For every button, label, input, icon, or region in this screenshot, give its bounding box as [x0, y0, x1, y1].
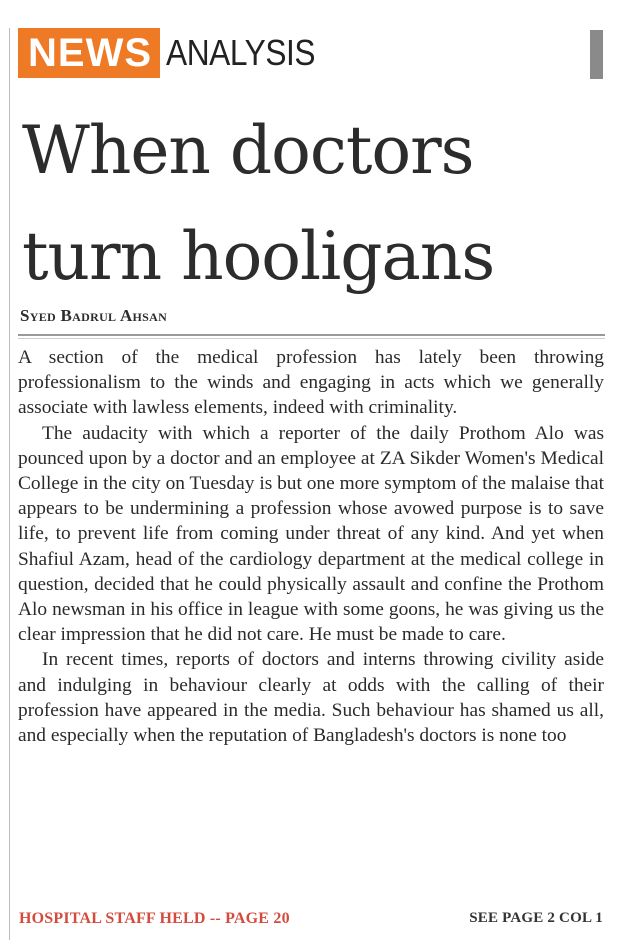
article-body	[18, 345, 604, 748]
headline-line-1: When doctors	[22, 112, 474, 189]
section-kicker	[18, 27, 335, 79]
headline-line-2: turn hooligans	[22, 218, 495, 295]
analysis-label: ANALYSIS	[166, 32, 316, 73]
byline-rule	[18, 334, 605, 336]
column-rule	[9, 28, 10, 940]
paragraph: A section of the medical profession has lately been throwing professionalism to the winds and engaging in acts which we generally associate with lawless elements, indeed with criminality.	[18, 347, 604, 419]
corner-marker	[590, 30, 603, 79]
headline	[22, 98, 622, 310]
paragraph: The audacity with which a reporter of the daily Prothom Alo was pounced upon by a doctor and an employee at ZA Sikder Women's Medical College in the city on Tuesday is but one more symptom of the malaise that appears to be undermining a profession whose avowed purpose is to save life, to prevent life from coming under threat of any kind. And yet when Shafiul Azam, head of the cardiology department at the medical college in question, decided that he could physically assault and confine the Prothom Alo newsman in his office in league with some goons, he was giving us the clear impression that he did not care. He must be made to care.	[18, 422, 604, 646]
byline-rule-thin	[18, 338, 605, 339]
byline: Syed Badrul Ahsan	[20, 306, 168, 325]
news-label: NEWS	[18, 28, 160, 78]
jump-link-see-page[interactable]: SEE PAGE 2 COL 1	[469, 910, 603, 926]
jump-link-hospital-staff[interactable]: HOSPITAL STAFF HELD -- PAGE 20	[19, 910, 290, 927]
paragraph: In recent times, reports of doctors and interns throwing civility aside and indulging in behaviour clearly at odds with the calling of their profession have appeared in the media. Such behaviour has shamed us all, and especially when the reputation of Bangladesh's doctors is none too	[18, 649, 604, 747]
